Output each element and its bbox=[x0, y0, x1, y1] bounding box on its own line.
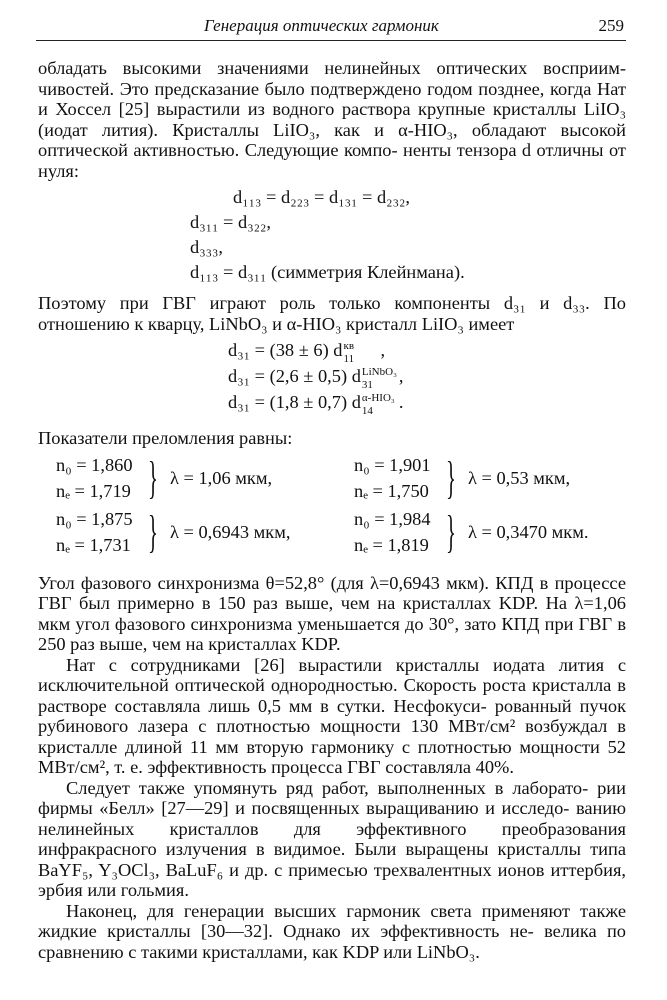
text-line: иттербия, эрбия или гольмия. bbox=[38, 859, 626, 900]
text-line: отношению к кварцу, LiNbO₃ и α-HIO₃ кристалл LiIO₃ имеет bbox=[38, 313, 515, 334]
text-line: когда Нат и Хоссел [25] вырастили из водного раствора крупные bbox=[38, 78, 626, 119]
equation: d₃₁ = (1,8 ± 0,7) d α-HIO₃ 14 . bbox=[228, 392, 404, 417]
right-brace: } bbox=[446, 505, 456, 557]
refraction-ne: nₑ = 1,750 bbox=[354, 480, 429, 501]
paragraph-components bbox=[38, 293, 626, 334]
text-line: KDP. На λ=1,06 мкм угол фазового синхронизма уменьшается bbox=[38, 593, 626, 634]
right-brace: } bbox=[148, 451, 158, 503]
paragraph-refraction-intro: Показатели преломления равны: bbox=[38, 428, 293, 448]
refraction-ne: nₑ = 1,731 bbox=[56, 534, 131, 555]
page-header bbox=[36, 14, 626, 41]
text-line: инфракрасного излучения в видимое. Были выращены кристаллы bbox=[38, 839, 581, 859]
equation: d₃₁ = (2,6 ± 0,5) d LiNbO₃ 31 , bbox=[228, 366, 404, 391]
text-line: с плотностью мощности 52 МВт/см², т. е. эффективность процесса bbox=[38, 736, 626, 777]
paragraph-bell bbox=[38, 778, 626, 901]
equation-note: (симметрия Клейнмана). bbox=[271, 262, 465, 282]
text-line: кристаллы LiIO₃ (иодат лития). Кристаллы LiIO₃, как и α-HIO₃, bbox=[38, 99, 626, 140]
text-line: Следует также упомянуть ряд работ, выполненных в лаборато- bbox=[66, 777, 589, 798]
text-line: ванию нелинейных кристаллов для эффективного преобразования bbox=[38, 798, 626, 839]
text-line: до 30°, зато КПД при ГВГ в 250 раз выше, чем на кристаллах KDP. bbox=[38, 613, 627, 654]
equation: d₃₃₃, bbox=[190, 237, 224, 257]
equation bbox=[190, 262, 465, 283]
refraction-ne: nₑ = 1,719 bbox=[56, 480, 131, 501]
text-line: также жидкие кристаллы [30—32]. Однако их эффективность не- bbox=[38, 900, 627, 941]
refraction-table bbox=[38, 453, 626, 563]
text-line: Угол фазового синхронизма θ=52,8° (для λ=0,6943 мкм). КПД bbox=[38, 572, 534, 593]
paragraph-phase-matching bbox=[38, 573, 626, 655]
text-line: рии фирмы «Белл» [27—29] и посвященных выращиванию и исследо- bbox=[38, 777, 626, 818]
text-line: Нат с сотрудниками [26] вырастили кристаллы иодата лития bbox=[66, 654, 605, 675]
right-brace: } bbox=[148, 505, 158, 557]
refraction-no: n₀ = 1,875 bbox=[56, 508, 133, 529]
equation-lhs: d₁₁₃ = d₃₁₁ bbox=[190, 262, 267, 282]
text-line: ненты тензора d отличны от нуля: bbox=[38, 140, 626, 181]
text-line: Наконец, для генерации высших гармоник света применяют bbox=[66, 900, 571, 921]
text-line: обладают высокой оптической активностью. Следующие компо- bbox=[38, 119, 626, 160]
coefficient-equations bbox=[38, 334, 626, 420]
text-line: ГВГ составляла 40%. bbox=[347, 757, 514, 777]
paragraph-liquid-crystals bbox=[38, 901, 626, 963]
page-body bbox=[38, 58, 626, 962]
running-title: Генерация оптических гармоник bbox=[204, 16, 439, 35]
page-number: 259 bbox=[598, 16, 624, 35]
text-line: в процессе ГВГ был примерно в 150 раз выше, чем на кристаллах bbox=[38, 572, 626, 613]
equation: d₁₁₃ = d₂₂₃ = d₁₃₁ = d₂₃₂, bbox=[233, 187, 411, 207]
wavelength: λ = 0,3470 мкм. bbox=[468, 521, 589, 542]
text-line: велика по сравнению с такими кристаллами, как KDP или LiNbO₃. bbox=[38, 921, 626, 962]
text-line: с исключительной оптической однородностью. Скорость роста bbox=[38, 654, 626, 695]
wavelength: λ = 0,53 мкм, bbox=[468, 467, 571, 488]
refraction-no: n₀ = 1,860 bbox=[56, 454, 133, 475]
text-line: рованный пучок рубинового лазера с плотностью мощности bbox=[38, 695, 626, 736]
refraction-no: n₀ = 1,984 bbox=[354, 508, 431, 529]
text-line: Поэтому при ГВГ играют роль только компоненты d₃₁ и d₃₃. По bbox=[38, 293, 626, 313]
refraction-no: n₀ = 1,901 bbox=[354, 454, 431, 475]
text-line: типа BaYF₅, Y₃OCl₃, BaLuF₆ и др. с примесью трехвалентных ионов bbox=[38, 839, 626, 880]
tensor-equations bbox=[38, 181, 626, 285]
text-line: чивостей. Это предсказание было подтверждено годом позднее, bbox=[38, 78, 545, 99]
refraction-ne: nₑ = 1,819 bbox=[354, 534, 429, 555]
paragraph-intro bbox=[38, 58, 626, 181]
equation: d₃₁ = (38 ± 6) d кв 11 , bbox=[228, 340, 386, 365]
text-line: 130 МВт/см² возбуждал в кристалле длиной 11 мм вторую гармонику bbox=[38, 716, 626, 757]
text-line: кристалла в растворе составляла лишь 0,5 мм в сутки. Несфокуси- bbox=[38, 675, 626, 716]
wavelength: λ = 0,6943 мкм, bbox=[170, 521, 291, 542]
wavelength: λ = 1,06 мкм, bbox=[170, 467, 273, 488]
right-brace: } bbox=[446, 451, 456, 503]
text-line: обладать высокими значениями нелинейных оптических восприим- bbox=[38, 58, 626, 78]
equation: d₃₁₁ = d₃₂₂, bbox=[190, 212, 272, 232]
paragraph-nath bbox=[38, 655, 626, 778]
